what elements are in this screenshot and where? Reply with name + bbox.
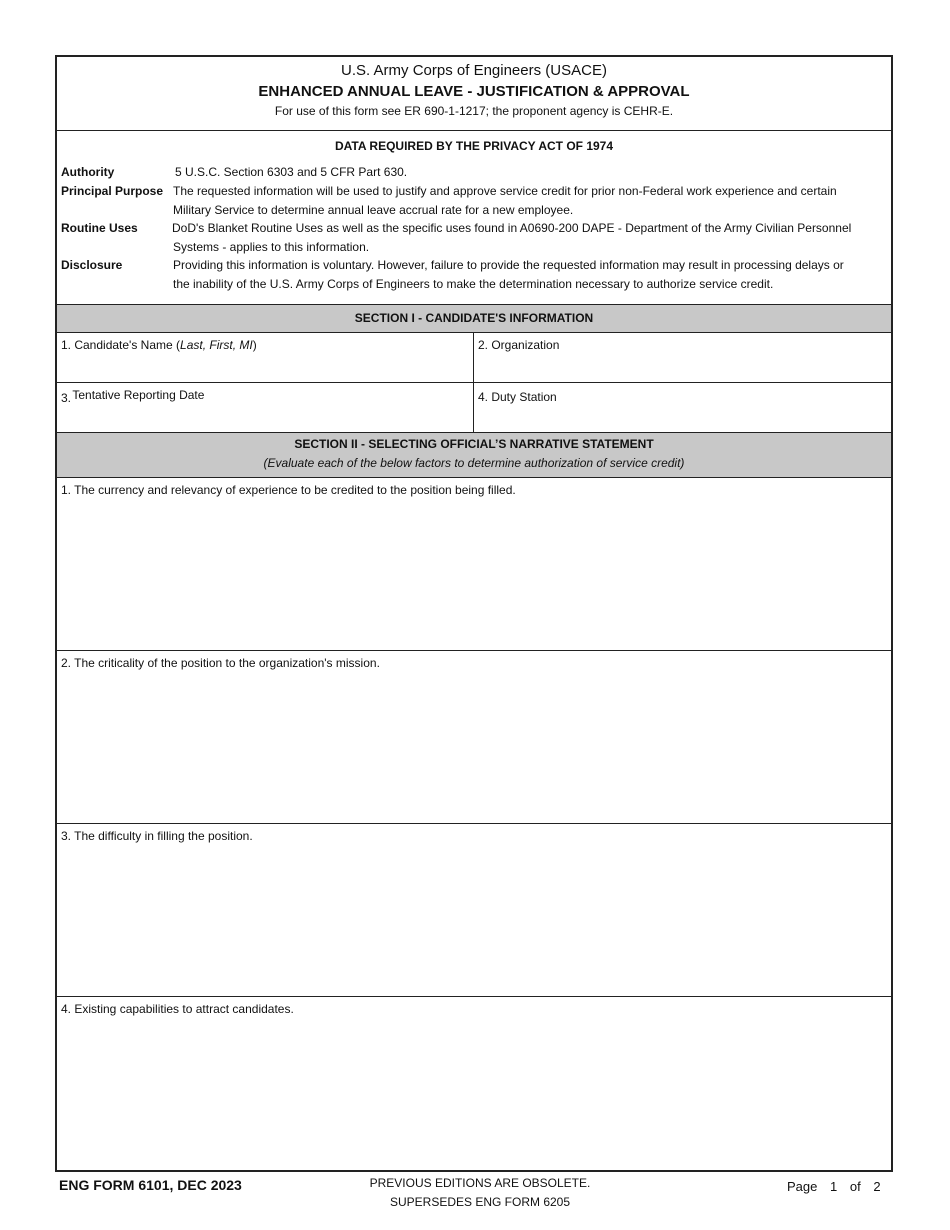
- duty-station-field[interactable]: [474, 383, 891, 432]
- reporting-date-number: 3.: [61, 391, 72, 405]
- agency-name: U.S. Army Corps of Engineers (USACE): [341, 62, 607, 79]
- organization-label: 2. Organization: [478, 338, 560, 352]
- narrative-field-4[interactable]: [57, 997, 891, 1173]
- purpose-line: Military Service to determine annual leave accrual rate for a new employee.: [173, 202, 574, 217]
- section2-subtitle: (Evaluate each of the below factors to determine authorization of service credit): [263, 456, 685, 470]
- purpose-line: The requested information will be used to justify and approve service credit for prior non-Federal work experience and certain: [173, 184, 837, 198]
- duty-station-label: 4. Duty Station: [478, 390, 557, 404]
- form-header: [57, 57, 891, 131]
- candidate-name-field[interactable]: [57, 333, 474, 382]
- obsolete-note: PREVIOUS EDITIONS ARE OBSOLETE.: [369, 1176, 591, 1190]
- purpose-label: Principal Purpose: [61, 184, 164, 198]
- narrative-label: 2. The criticality of the position to the organization's mission.: [61, 656, 380, 670]
- privacy-act-block: [57, 131, 891, 305]
- candidate-name-label: 1. Candidate's Name (: [61, 338, 181, 352]
- page-number: 1: [830, 1179, 838, 1194]
- page-indicator: [787, 1179, 890, 1194]
- narrative-label: 1. The currency and relevancy of experience to be credited to the position being filled.: [61, 483, 516, 497]
- section2-header: [57, 433, 891, 478]
- disclosure-line: the inability of the U.S. Army Corps of Engineers to make the determination necessary to authorize service credit.: [173, 276, 774, 291]
- purpose-text: [173, 182, 881, 219]
- edition-note: [330, 1174, 630, 1212]
- authority-label: Authority: [61, 165, 115, 179]
- form-number: ENG FORM 6101, DEC 2023: [59, 1177, 242, 1193]
- disclosure-line: Providing this information is voluntary. However, failure to provide the requested information may result in processing delays or: [173, 258, 844, 272]
- form-frame: [55, 55, 893, 1172]
- section2-title: SECTION II - SELECTING OFFICIAL’S NARRATIVE STATEMENT: [294, 437, 654, 451]
- page-of-label: of: [849, 1179, 861, 1194]
- reporting-date-label: Tentative Reporting Date: [72, 388, 205, 402]
- narrative-field-2[interactable]: [57, 651, 891, 824]
- proponent-note: For use of this form see ER 690-1-1217; the proponent agency is CEHR-E.: [274, 104, 674, 118]
- narrative-field-1[interactable]: [57, 478, 891, 651]
- reporting-date-field[interactable]: [57, 383, 474, 432]
- candidate-row-1: [57, 333, 891, 383]
- candidate-name-format: Last, First, MI: [180, 338, 253, 352]
- routine-uses-line: DoD's Blanket Routine Uses as well as the specific uses found in A0690-200 DAPE - Department of the Army Civilian Personnel: [172, 221, 852, 235]
- disclosure-label: Disclosure: [61, 258, 123, 272]
- narrative-label: 4. Existing capabilities to attract candidates.: [61, 1002, 294, 1016]
- authority-text: 5 U.S.C. Section 6303 and 5 CFR Part 630.: [175, 165, 408, 179]
- privacy-heading: DATA REQUIRED BY THE PRIVACY ACT OF 1974: [334, 139, 614, 153]
- routine-uses-label: Routine Uses: [61, 221, 138, 235]
- page-total: 2: [873, 1179, 881, 1194]
- disclosure-text: [173, 256, 881, 293]
- narrative-label: 3. The difficulty in filling the position.: [61, 829, 253, 843]
- supersedes-note: SUPERSEDES ENG FORM 6205: [389, 1195, 571, 1209]
- routine-uses-line: Systems - applies to this information.: [173, 239, 370, 254]
- candidate-row-2: [57, 383, 891, 433]
- routine-uses-text: [172, 219, 881, 256]
- page-label: Page: [787, 1179, 818, 1194]
- section1-header: SECTION I - CANDIDATE'S INFORMATION: [57, 305, 891, 333]
- form-title: ENHANCED ANNUAL LEAVE - JUSTIFICATION & APPROVAL: [258, 83, 690, 100]
- candidate-name-label-end: ): [252, 338, 257, 352]
- narrative-field-3[interactable]: [57, 824, 891, 997]
- organization-field[interactable]: [474, 333, 891, 382]
